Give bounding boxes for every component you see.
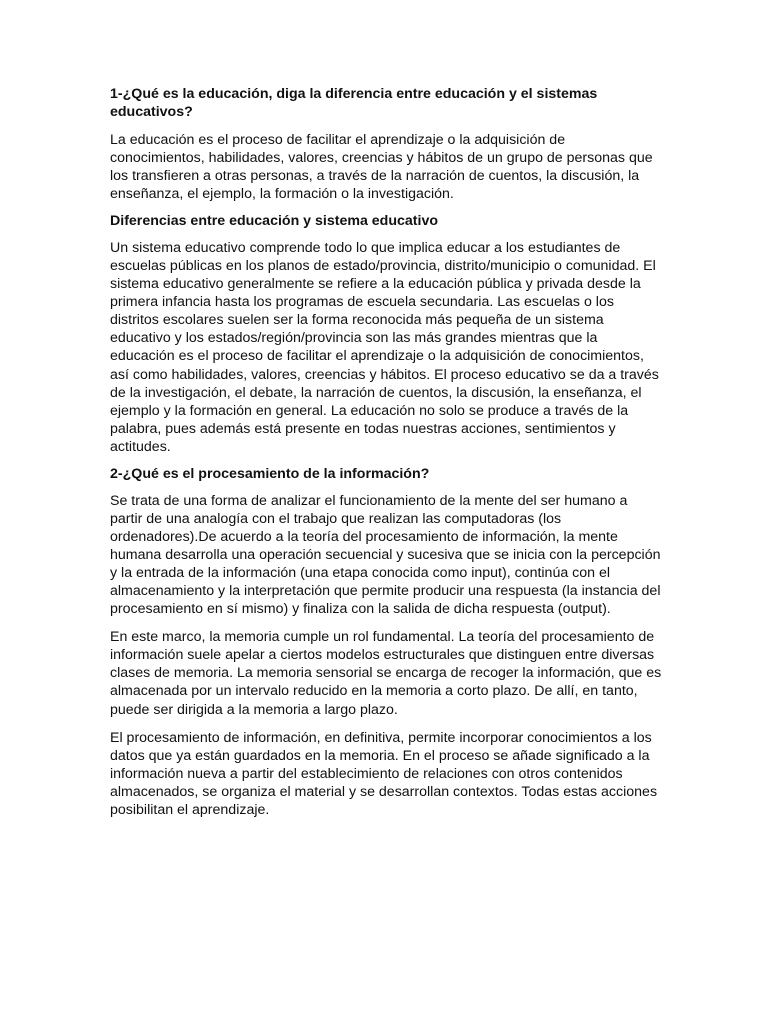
education-definition-paragraph: La educación es el proceso de facilitar el aprendizaje o la adquisición de conocimientos, habilidades, valores, creencias y hábitos de un grupo de personas que los transfieren a otras personas, a través de la narración de cuentos, la discusión, la enseñanza, el ejemplo, la formación o la investigación. [110,132,653,203]
educational-system-paragraph: Un sistema educativo comprende todo lo que implica educar a los estudiantes de escuelas públicas en los planos de estado/provincia, distrito/municipio o comunidad. El sistema educativo generalmente se refiere a la educación pública y privada desde la primera infancia hasta los programas de escuela secundaria. Las escuelas o los distritos escolares suelen ser la forma reconocida más pequeña de un sistema educativo y los estados/región/provincia son las más grandes mientras que la educación es el proceso de facilitar el aprendizaje o la adquisición de conocimientos, así como habilidades, valores, creencias y hábitos. El proceso educativo se da a través de la investigación, el debate, la narración de cuentos, la discusión, la enseñanza, el ejemplo y la formación en general. La educación no solo se produce a través de la palabra, pues además está presente en todas nuestras acciones, sentimientos y actitudes. [110,239,659,455]
conclusion-paragraph: El procesamiento de información, en definitiva, permite incorporar conocimientos a los datos que ya están guardados en la memoria. En el proceso se añade significado a la información nueva a partir del establecimiento de relaciones con otros contenidos almacenados, se organiza el material y se desarrollan contextos. Todas estas acciones posibilitan el aprendizaje. [110,729,658,818]
document-page [110,86,662,829]
information-processing-paragraph: Se trata de una forma de analizar el funcionamiento de la mente del ser humano a partir de una analogía con el trabajo que realizan las computadoras (los ordenadores).De acuerdo a la teoría del procesamiento de información, la mente humana desarrolla una operación secuencial y sucesiva que se inicia con la percepción y la entrada de la información (una etapa conocida como input), continúa con el almacenamiento y la interpretación que permite producir una respuesta (la instancia del procesamiento en sí mismo) y finaliza con la salida de dicha respuesta (output). [110,492,661,618]
memory-paragraph: En este marco, la memoria cumple un rol fundamental. La teoría del procesamiento de información suele apelar a ciertos modelos estructurales que distinguen entre diversas clases de memoria. La memoria sensorial se encarga de recoger la información, que es almacenada por un intervalo reducido en la memoria a corto plazo. De allí, en tanto, puede ser dirigida a la memoria a largo plazo. [110,629,662,718]
question-2-heading: 2-¿Qué es el procesamiento de la información? [110,466,430,482]
differences-subheading: Diferencias entre educación y sistema educativo [110,213,439,230]
question-1-heading: 1-¿Qué es la educación, diga la diferencia entre educación y el sistemas educativos? [110,86,598,120]
